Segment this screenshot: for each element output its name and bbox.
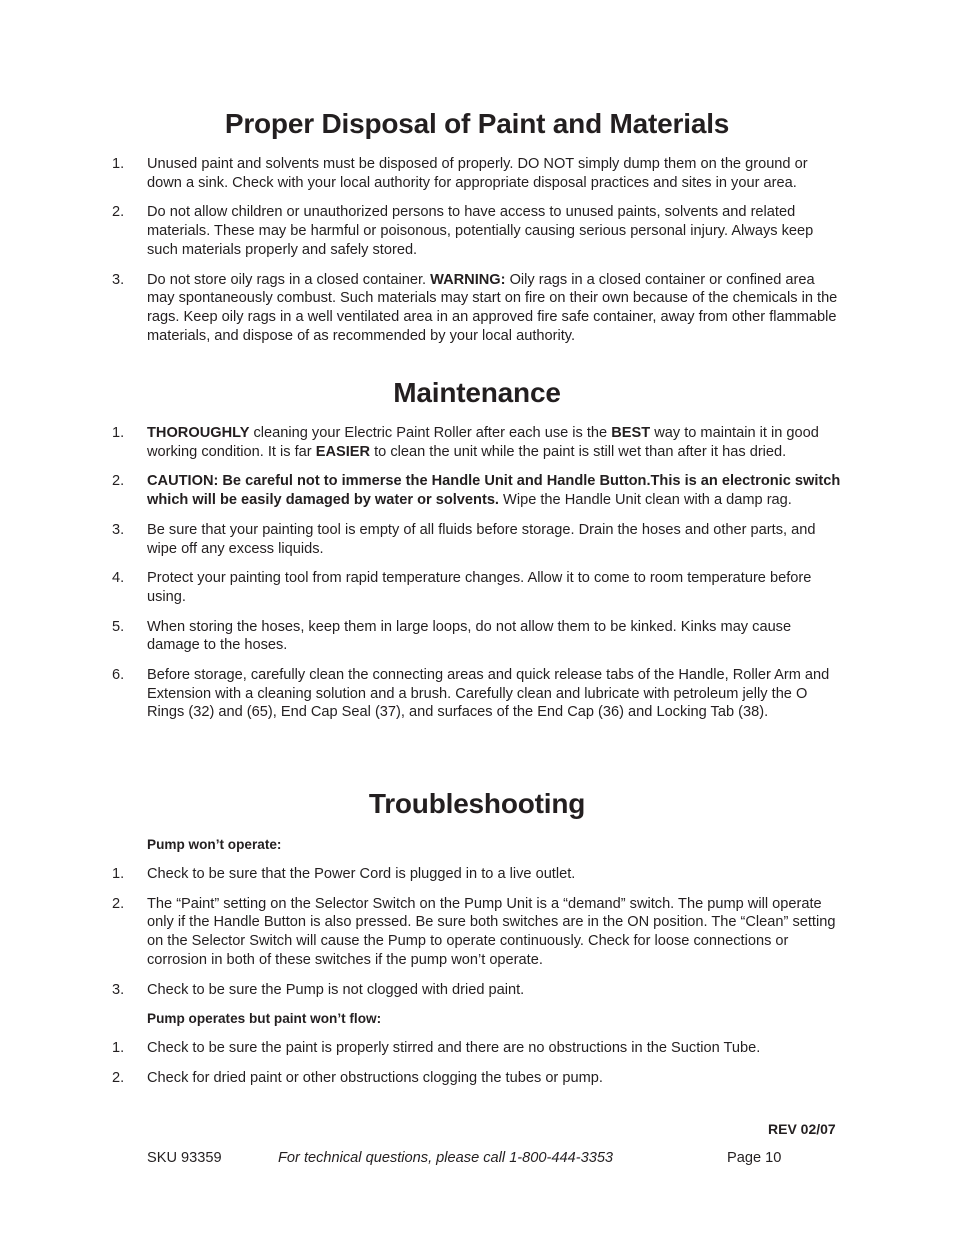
list-item <box>0 618 954 655</box>
section-title-troubleshooting: Troubleshooting <box>368 788 586 819</box>
list-item <box>0 895 954 970</box>
troubleshooting-list <box>0 836 954 1099</box>
item-text: THOROUGHLY cleaning your Electric Paint Roller after each use is the BEST way to maintain it in good working condition. It is far EASIER to clean the unit while the paint is still wet than after it has dried. <box>147 425 819 460</box>
list-item <box>0 203 954 259</box>
list-item <box>0 666 954 722</box>
item-number: 4. <box>112 570 125 587</box>
caution-label: CAUTION: Be careful not to immerse the Handle Unit and Handle Button.This is an electronic switch which will be easily damaged by water or solvents. <box>147 473 841 509</box>
item-text: CAUTION: Be careful not to immerse the Handle Unit and Handle Button.This is an electronic switch which will be easily damaged by water or solvents. Wipe the Handle Unit clean with a damp rag. <box>147 473 841 509</box>
item-number: 6. <box>112 667 125 684</box>
item-number: 3. <box>112 271 125 288</box>
sku-label: SKU 93359 <box>147 1150 222 1166</box>
disposal-list <box>0 155 954 356</box>
tech-support-line: For technical questions, please call 1-800-444-3353 <box>278 1150 614 1166</box>
list-item <box>0 424 954 461</box>
item-number: 2. <box>112 895 125 912</box>
item-number: 2. <box>112 204 125 221</box>
item-number: 3. <box>112 981 125 998</box>
warning-label: WARNING: <box>430 271 506 288</box>
item-text: Check for dried paint or other obstructions clogging the tubes or pump. <box>147 1069 603 1086</box>
item-number: 2. <box>112 1069 125 1086</box>
list-item <box>0 1069 954 1088</box>
section-title-maintenance: Maintenance <box>393 377 561 408</box>
item-number: 1. <box>112 866 125 882</box>
list-item <box>0 155 954 192</box>
section-title-disposal: Proper Disposal of Paint and Materials <box>224 108 730 139</box>
item-text: The “Paint” setting on the Selector Switch on the Pump Unit is a “demand” switch. The pump will operate only if the Handle Button is also pressed. Be sure both switches are in the ON position. The “Clean” setting on the Selector Switch will cause the Pump to operate continuously. Check for loose connections or corrosion in both of these switches if the pump won’t operate. <box>147 895 836 968</box>
maintenance-list <box>0 424 954 733</box>
page-number: Page 10 <box>727 1150 782 1166</box>
list-item <box>0 472 954 509</box>
item-text: Do not store oily rags in a closed container. WARNING: Oily rags in a closed container or confined area may spontaneously combust. Such materials may start on fire on their own because of the chemicals in the rags. Keep oily rags in a well ventilated area in an approved fire safe container, away from other flammable materials, and dispose of as recommended by your local authority. <box>147 271 838 344</box>
subheading-pump-wont-operate: Pump won’t operate: <box>147 837 282 852</box>
item-number: 1. <box>112 1040 125 1057</box>
item-text: When storing the hoses, keep them in large loops, do not allow them to be kinked. Kinks may cause damage to the hoses. <box>147 618 792 654</box>
list-item <box>0 1039 954 1058</box>
item-text: Be sure that your painting tool is empty of all fluids before storage. Drain the hoses and other parts, and wipe off any excess liquids. <box>147 521 816 557</box>
subheading-paint-wont-flow: Pump operates but paint won’t flow: <box>147 1011 382 1027</box>
item-number: 5. <box>112 618 125 635</box>
list-item <box>0 981 954 1000</box>
item-text: Unused paint and solvents must be disposed of properly. DO NOT simply dump them on the ground or down a sink. Check with your local authority for appropriate disposal practices and sites in your area. <box>147 156 808 191</box>
item-text: Do not allow children or unauthorized persons to have access to unused paints, solvents and related materials. These may be harmful or poisonous, potentially causing serious personal injury. Always keep such materials properly and safely stored. <box>147 204 814 258</box>
item-number: 3. <box>112 521 125 538</box>
item-number: 1. <box>112 425 125 441</box>
item-number: 2. <box>112 473 125 490</box>
item-text: Check to be sure the paint is properly stirred and there are no obstructions in the Suction Tube. <box>147 1040 761 1057</box>
list-item <box>0 569 954 606</box>
item-text: Protect your painting tool from rapid temperature changes. Allow it to come to room temperature before using. <box>147 570 812 605</box>
item-number: 1. <box>112 156 125 172</box>
list-item <box>0 521 954 558</box>
item-text: Check to be sure that the Power Cord is plugged in to a live outlet. <box>147 866 576 882</box>
list-item <box>0 271 954 346</box>
item-text: Check to be sure the Pump is not clogged with dried paint. <box>147 981 525 998</box>
list-item <box>0 865 954 884</box>
revision-label: REV 02/07 <box>768 1121 836 1137</box>
item-text: Before storage, carefully clean the connecting areas and quick release tabs of the Handle, Roller Arm and Extension with a cleaning solution and a brush. Carefully clean and lubricate with petroleum jelly the O Rings (32) and (65), End Cap Seal (37), and surfaces of the End Cap (36) and Locking Tab (38). <box>147 667 830 721</box>
